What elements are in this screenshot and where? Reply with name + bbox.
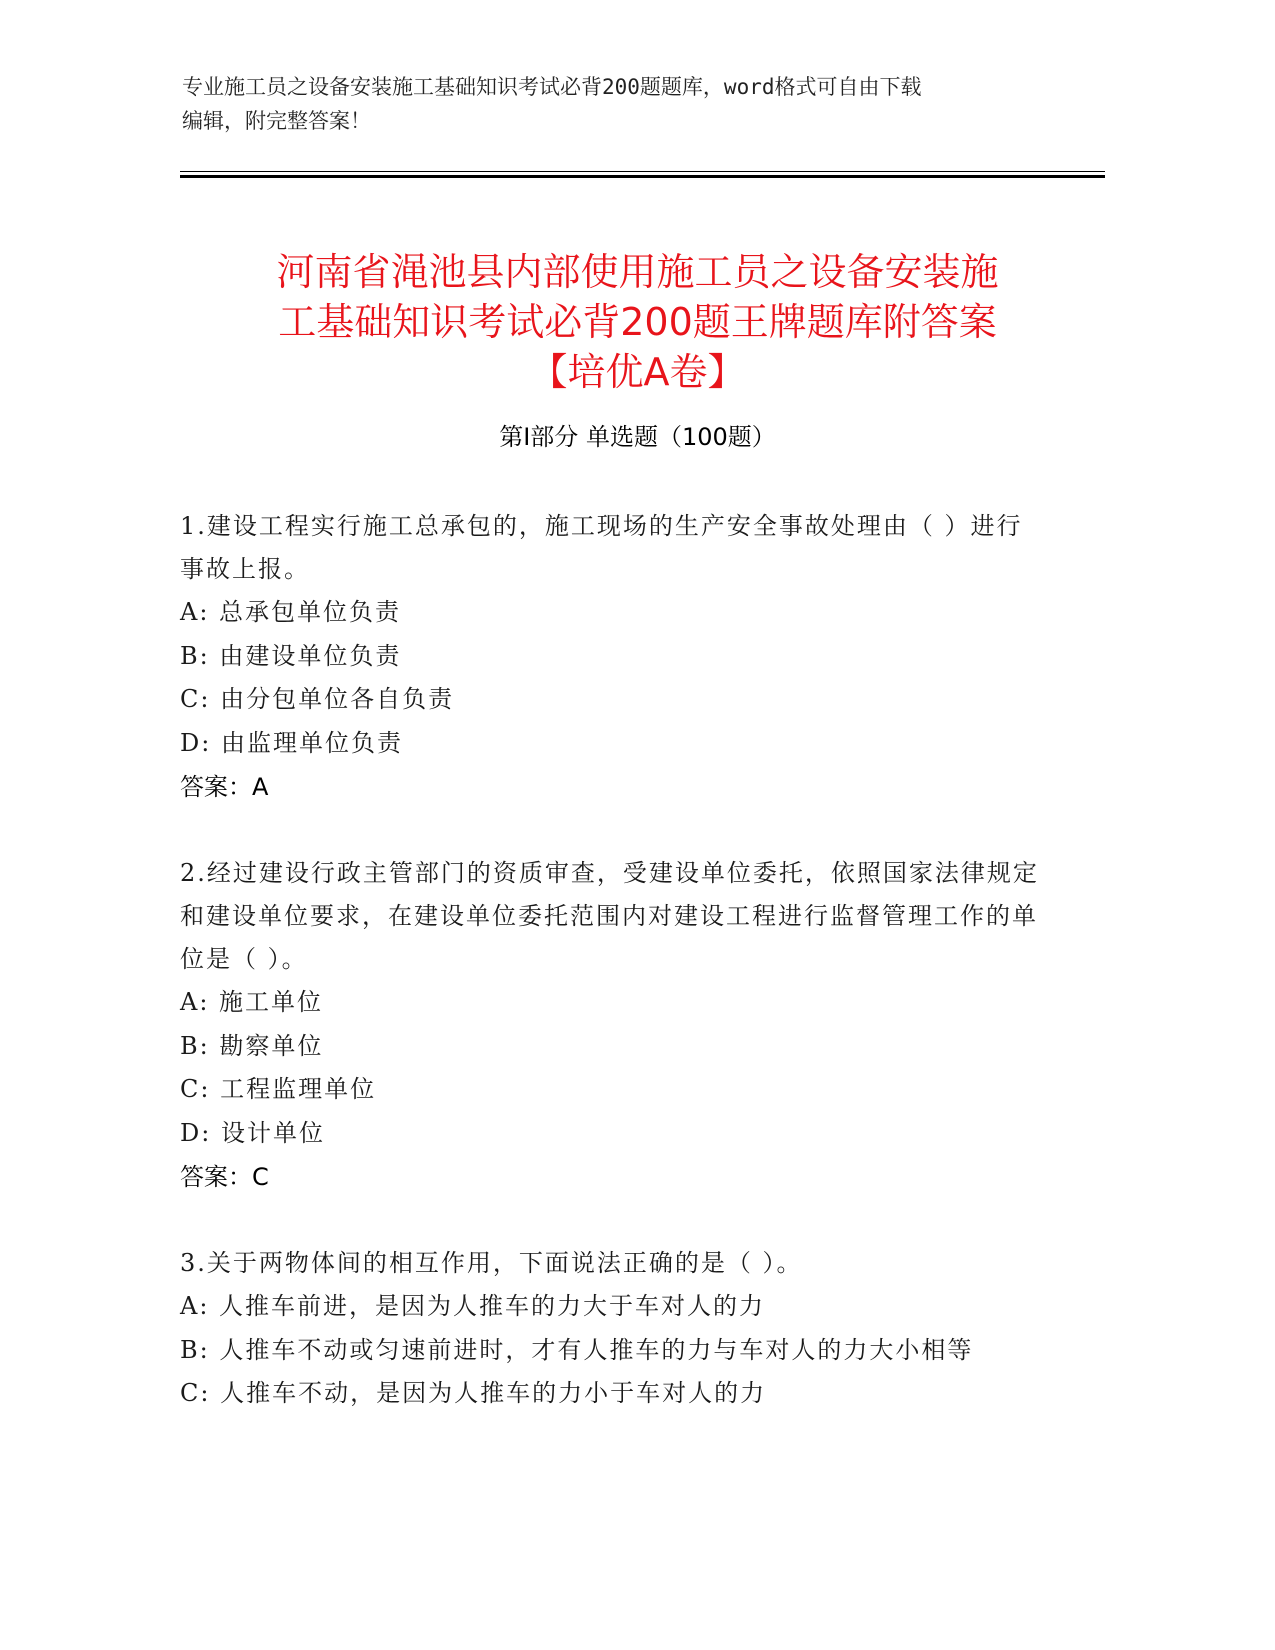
option-b: B: 人推车不动或匀速前进时，才有人推车的力与车对人的力大小相等: [180, 1335, 974, 1364]
header-rule-thin: [180, 171, 1105, 172]
section-heading: 第Ⅰ部分 单选题（100题）: [499, 423, 776, 451]
option-b: B: 由建设单位负责: [180, 641, 402, 670]
header-note-line-1: 专业施工员之设备安装施工基础知识考试必背200题题库，word格式可自由下载: [182, 75, 922, 99]
option-d: D: 设计单位: [180, 1118, 325, 1147]
document-title: [175, 247, 1100, 397]
question-1: [180, 505, 1040, 810]
question-stem: 2.经过建设行政主管部门的资质审查，受建设单位委托，依照国家法律规定和建设单位要求，在建设单位委托范围内对建设工程进行监督管理工作的单位是（ ）。: [180, 859, 1039, 973]
answer: 答案：C: [180, 1163, 269, 1191]
header-note: [182, 70, 1092, 138]
question-list: [180, 505, 1040, 1458]
option-b: B: 勘察单位: [180, 1031, 324, 1060]
title-line-1: 河南省渑池县内部使用施工员之设备安装施: [276, 250, 999, 295]
option-c: C: 由分包单位各自负责: [180, 685, 455, 713]
option-c: C: 人推车不动，是因为人推车的力小于车对人的力: [180, 1379, 767, 1407]
option-a: A: 人推车前进，是因为人推车的力大于车对人的力: [180, 1292, 766, 1320]
option-c: C: 工程监理单位: [180, 1075, 377, 1103]
title-line-3: 【培优A卷】: [529, 350, 746, 395]
answer: 答案：A: [180, 773, 269, 801]
question-2: [180, 852, 1040, 1200]
title-line-2: 工基础知识考试必背200题王牌题库附答案: [278, 300, 997, 345]
question-stem: 1.建设工程实行施工总承包的，施工现场的生产安全事故处理由（ ）进行事故上报。: [180, 512, 1023, 583]
question-3: [180, 1242, 1040, 1416]
header-note-line-2: 编辑，附完整答案！: [182, 109, 371, 133]
question-stem: 3.关于两物体间的相互作用，下面说法正确的是（ ）。: [180, 1249, 803, 1277]
option-a: A: 施工单位: [180, 988, 324, 1016]
header-rule-thick: [180, 175, 1105, 178]
option-d: D: 由监理单位负责: [180, 728, 403, 757]
option-a: A: 总承包单位负责: [180, 598, 402, 626]
